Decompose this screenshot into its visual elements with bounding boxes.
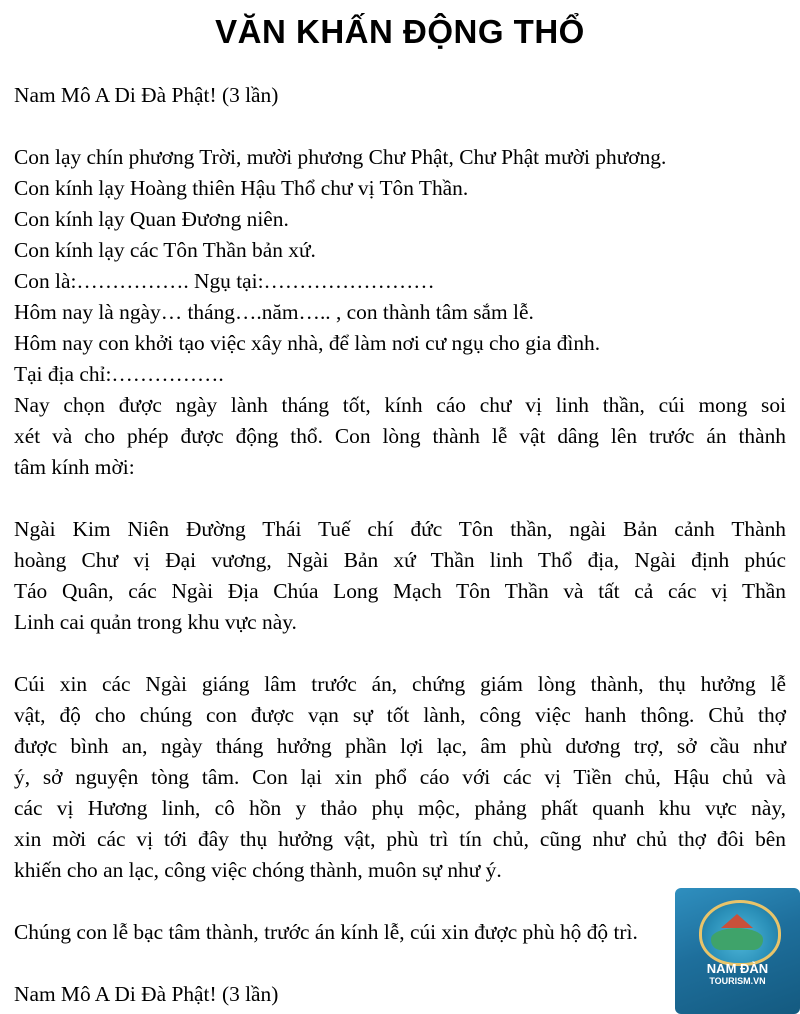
invocation-line: Con lạy chín phương Trời, mười phương Chư Phật, Chư Phật mười phương.: [14, 145, 667, 169]
brand-logo: [675, 888, 800, 1014]
paragraph-line: ý, sở nguyện tòng tâm. Con lại xin phổ cáo với các vị Tiền chủ, Hậu chủ và: [14, 765, 786, 789]
paragraph-line: Ngài Kim Niên Đường Thái Tuế chí đức Tôn thần, ngài Bản cảnh Thành: [14, 517, 786, 541]
paragraph-line: các vị Hương linh, cô hồn y thảo phụ mộc, phảng phất quanh khu vực này,: [14, 796, 786, 820]
invocation-line: Con kính lạy các Tôn Thần bản xứ.: [14, 238, 316, 262]
spacer: [14, 638, 786, 669]
purpose-line: Hôm nay con khởi tạo việc xây nhà, để làm nơi cư ngụ cho gia đình.: [14, 331, 601, 355]
paragraph-line: xin mời các vị tới đây thụ hưởng vật, phù trì tín chủ, cũng như chủ thợ đôi bên: [14, 827, 786, 851]
opening-chant: Nam Mô A Di Đà Phật! (3 lần): [14, 83, 279, 107]
spacer: [14, 886, 786, 917]
name-address-line: Con là:……………. Ngụ tại:……………………: [14, 269, 435, 293]
paragraph-line: Cúi xin các Ngài giáng lâm trước án, chứng giám lòng thành, thụ hưởng lễ: [14, 672, 786, 696]
paragraph-line: khiến cho an lạc, công việc chóng thành, muôn sự như ý.: [14, 858, 502, 882]
paragraph-line: tâm kính mời:: [14, 455, 135, 479]
logo-hill-icon: [711, 928, 763, 950]
spacer: [14, 948, 786, 979]
paragraph-line: Nay chọn được ngày lành tháng tốt, kính cáo chư vị linh thần, cúi mong soi: [14, 393, 786, 417]
invocation-line: Con kính lạy Hoàng thiên Hậu Thổ chư vị Tôn Thần.: [14, 176, 469, 200]
logo-line2: TOURISM.VN: [709, 976, 766, 986]
closing-line: Chúng con lễ bạc tâm thành, trước án kính lễ, cúi xin được phù hộ độ trì.: [14, 920, 638, 944]
closing-chant: Nam Mô A Di Đà Phật! (3 lần): [14, 982, 279, 1006]
spacer: [14, 111, 786, 142]
paragraph-line: Linh cai quản trong khu vực này.: [14, 610, 297, 634]
paragraph-line: vật, độ cho chúng con được vạn sự tốt lành, công việc hanh thông. Chủ thợ: [14, 703, 786, 727]
logo-roof-icon: [721, 914, 753, 928]
paragraph-line: được bình an, ngày tháng hưởng phần lợi lạc, âm phù dương trợ, sở cầu như: [14, 734, 786, 758]
document-title: VĂN KHẤN ĐỘNG THỔ: [215, 13, 585, 50]
invocation-line: Con kính lạy Quan Đương niên.: [14, 207, 289, 231]
address-line: Tại địa chỉ:…………….: [14, 362, 224, 386]
logo-line1: NAM ĐÀN: [706, 961, 769, 976]
paragraph-line: Táo Quân, các Ngài Địa Chúa Long Mạch Tôn Thần và tất cả các vị Thần: [14, 579, 786, 603]
spacer: [14, 483, 786, 514]
date-line: Hôm nay là ngày… tháng….năm….. , con thành tâm sắm lễ.: [14, 300, 534, 324]
prayer-text: [14, 80, 786, 1010]
logo-wordmark: [675, 962, 800, 987]
paragraph-line: hoàng Chư vị Đại vương, Ngài Bản xứ Thần linh Thổ địa, Ngài định phúc: [14, 548, 786, 572]
paragraph-line: xét và cho phép được động thổ. Con lòng thành lễ vật dâng lên trước án thành: [14, 424, 786, 448]
